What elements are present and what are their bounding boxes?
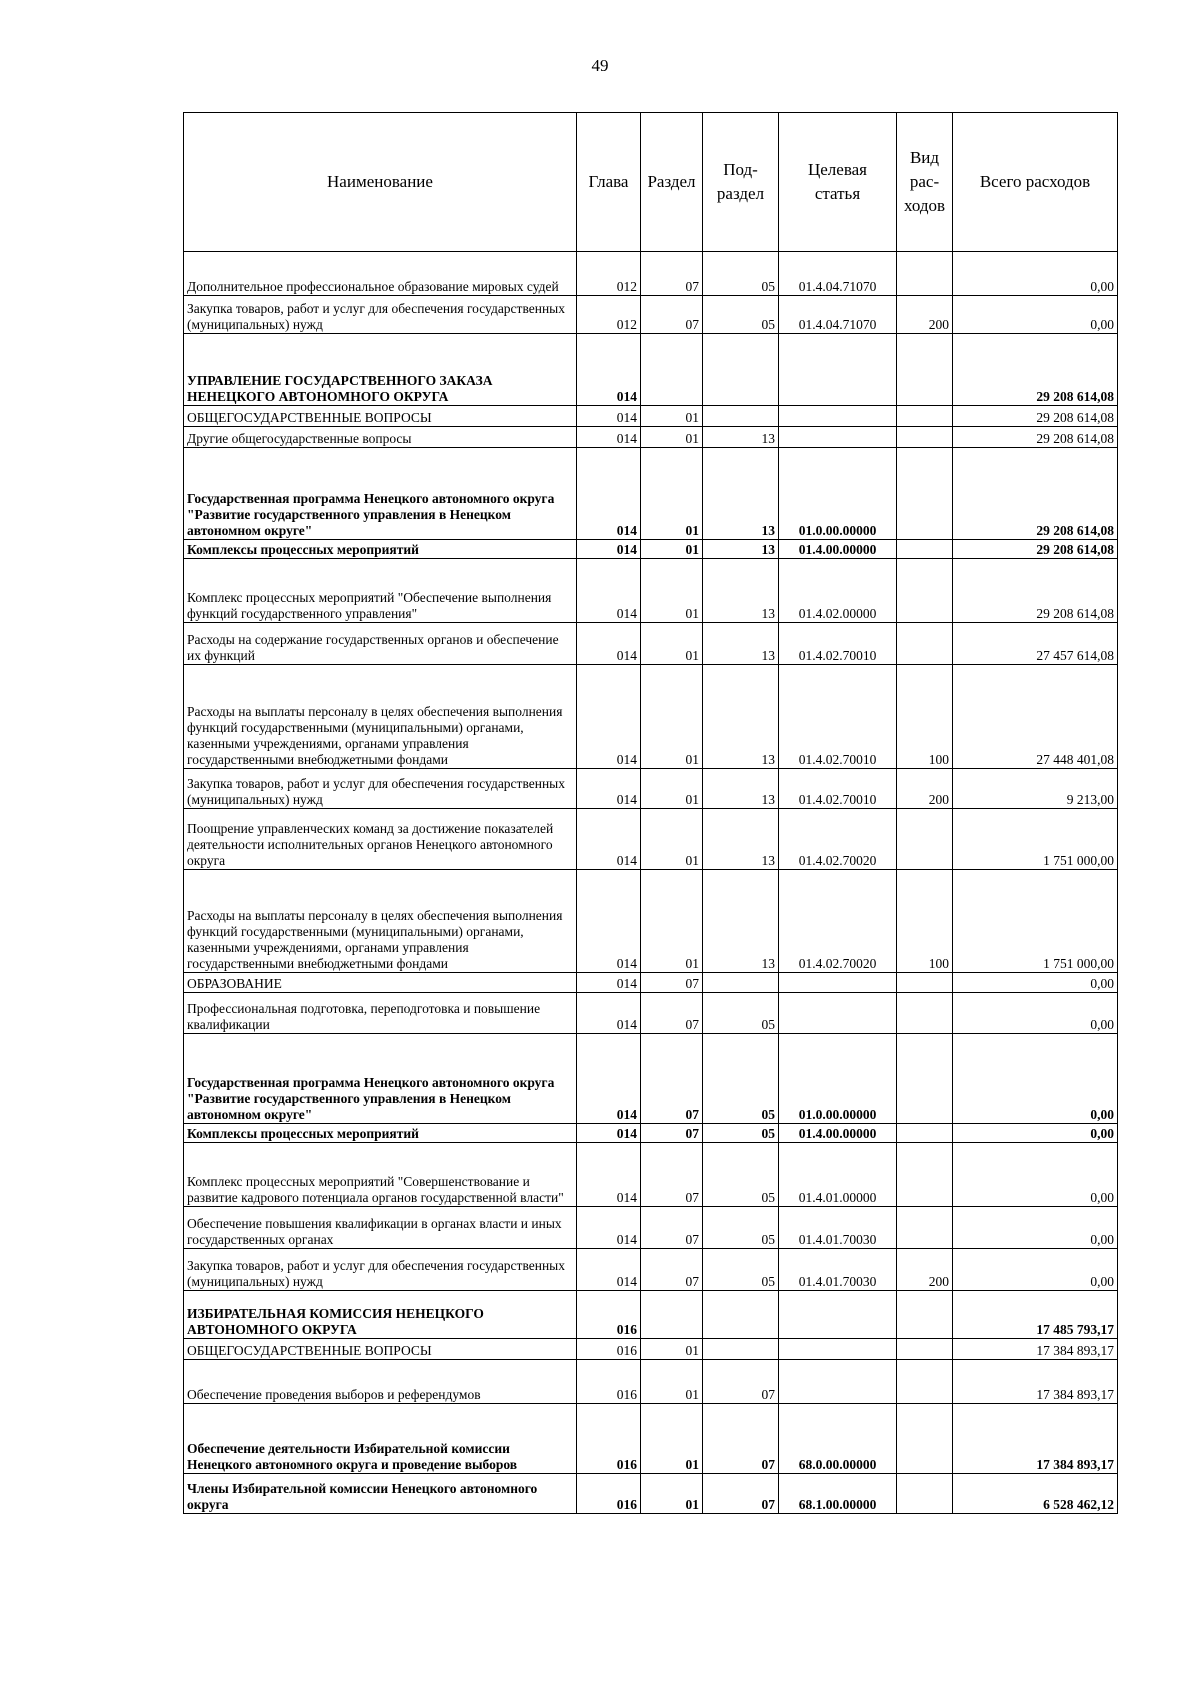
row-name: Закупка товаров, работ и услуг для обеспечения государственных (муниципальных) нужд (184, 296, 577, 334)
row-section: 01 (641, 1404, 703, 1474)
table-row (184, 1291, 1118, 1339)
row-subsection: 13 (703, 870, 779, 973)
row-section: 07 (641, 1249, 703, 1291)
row-chapter: 014 (577, 334, 641, 406)
row-subsection: 13 (703, 665, 779, 769)
row-total: 29 208 614,08 (953, 427, 1118, 448)
row-expense-type (897, 1404, 953, 1474)
row-name: Комплекс процессных мероприятий "Обеспечение выполнения функций государственного управления" (184, 559, 577, 623)
row-expense-type (897, 993, 953, 1034)
row-target-article: 01.4.01.70030 (779, 1249, 897, 1291)
row-section: 01 (641, 427, 703, 448)
row-target-article (779, 973, 897, 993)
row-section: 01 (641, 1360, 703, 1404)
row-expense-type (897, 1124, 953, 1143)
row-section: 07 (641, 296, 703, 334)
row-total: 29 208 614,08 (953, 334, 1118, 406)
row-target-article: 01.4.02.70020 (779, 809, 897, 870)
table-row (184, 623, 1118, 665)
row-expense-type (897, 252, 953, 296)
row-section: 01 (641, 1474, 703, 1514)
row-subsection (703, 1291, 779, 1339)
row-subsection: 07 (703, 1404, 779, 1474)
table-row (184, 1249, 1118, 1291)
row-name: Комплексы процессных мероприятий (184, 540, 577, 559)
row-chapter: 014 (577, 1143, 641, 1207)
row-total: 17 485 793,17 (953, 1291, 1118, 1339)
row-name: Комплекс процессных мероприятий "Совершенствование и развитие кадрового потенциала органов государственной власти" (184, 1143, 577, 1207)
table-body (184, 252, 1118, 1514)
row-chapter: 014 (577, 448, 641, 540)
table-row (184, 1339, 1118, 1360)
row-total: 0,00 (953, 993, 1118, 1034)
table-row (184, 1360, 1118, 1404)
table-row (184, 448, 1118, 540)
row-target-article (779, 1339, 897, 1360)
row-chapter: 014 (577, 1207, 641, 1249)
row-subsection (703, 1339, 779, 1360)
row-name: Дополнительное профессиональное образование мировых судей (184, 252, 577, 296)
row-chapter: 014 (577, 559, 641, 623)
row-expense-type: 200 (897, 296, 953, 334)
row-name: Члены Избирательной комиссии Ненецкого автономного округа (184, 1474, 577, 1514)
row-subsection: 13 (703, 809, 779, 870)
row-subsection: 05 (703, 1249, 779, 1291)
header-subsection: Под- раздел (703, 113, 779, 252)
table-row (184, 809, 1118, 870)
row-target-article: 01.4.02.70010 (779, 769, 897, 809)
row-total: 9 213,00 (953, 769, 1118, 809)
row-target-article: 01.4.00.00000 (779, 1124, 897, 1143)
row-total: 17 384 893,17 (953, 1404, 1118, 1474)
row-chapter: 012 (577, 252, 641, 296)
row-subsection: 05 (703, 296, 779, 334)
row-target-article (779, 406, 897, 427)
row-name: Расходы на выплаты персоналу в целях обеспечения выполнения функций государственными (муниципальными) органами, казенными учреждениями, органами управления государственными внебюджетными фондами (184, 665, 577, 769)
row-target-article: 01.4.04.71070 (779, 296, 897, 334)
row-subsection: 13 (703, 623, 779, 665)
row-section: 01 (641, 540, 703, 559)
row-total: 1 751 000,00 (953, 809, 1118, 870)
row-name: Обеспечение деятельности Избирательной комиссии Ненецкого автономного округа и проведение выборов (184, 1404, 577, 1474)
row-name: Расходы на выплаты персоналу в целях обеспечения выполнения функций государственными (муниципальными) органами, казенными учреждениями, органами управления государственными внебюджетными фондами (184, 870, 577, 973)
row-chapter: 014 (577, 540, 641, 559)
row-section: 01 (641, 406, 703, 427)
row-section: 01 (641, 809, 703, 870)
row-expense-type (897, 559, 953, 623)
row-chapter: 016 (577, 1291, 641, 1339)
row-expense-type (897, 448, 953, 540)
row-expense-type (897, 1034, 953, 1124)
row-expense-type (897, 540, 953, 559)
row-target-article: 01.4.02.70010 (779, 623, 897, 665)
table-row (184, 252, 1118, 296)
table-row (184, 769, 1118, 809)
row-total: 27 448 401,08 (953, 665, 1118, 769)
row-section: 01 (641, 769, 703, 809)
row-target-article: 01.0.00.00000 (779, 1034, 897, 1124)
table-row (184, 540, 1118, 559)
row-chapter: 014 (577, 1124, 641, 1143)
table-row (184, 559, 1118, 623)
row-name: Государственная программа Ненецкого автономного округа "Развитие государственного управления в Ненецком автономном округе" (184, 1034, 577, 1124)
row-chapter: 014 (577, 427, 641, 448)
row-name: ОБРАЗОВАНИЕ (184, 973, 577, 993)
row-target-article: 01.4.00.00000 (779, 540, 897, 559)
row-total: 0,00 (953, 1249, 1118, 1291)
row-subsection: 07 (703, 1360, 779, 1404)
row-subsection: 13 (703, 769, 779, 809)
row-section: 01 (641, 448, 703, 540)
row-target-article: 68.0.00.00000 (779, 1404, 897, 1474)
row-name: Закупка товаров, работ и услуг для обеспечения государственных (муниципальных) нужд (184, 1249, 577, 1291)
row-section: 01 (641, 665, 703, 769)
table-row (184, 665, 1118, 769)
row-chapter: 014 (577, 870, 641, 973)
row-expense-type: 200 (897, 1249, 953, 1291)
row-section: 07 (641, 1034, 703, 1124)
row-target-article (779, 334, 897, 406)
row-subsection (703, 973, 779, 993)
table-row (184, 1124, 1118, 1143)
row-chapter: 014 (577, 406, 641, 427)
row-section (641, 334, 703, 406)
row-name: Профессиональная подготовка, переподготовка и повышение квалификации (184, 993, 577, 1034)
row-expense-type (897, 623, 953, 665)
table-row (184, 1207, 1118, 1249)
row-name: Другие общегосударственные вопросы (184, 427, 577, 448)
table-row (184, 406, 1118, 427)
row-chapter: 014 (577, 665, 641, 769)
row-name: Расходы на содержание государственных органов и обеспечение их функций (184, 623, 577, 665)
row-section: 01 (641, 1339, 703, 1360)
row-name: ОБЩЕГОСУДАРСТВЕННЫЕ ВОПРОСЫ (184, 406, 577, 427)
row-subsection: 05 (703, 252, 779, 296)
header-target: Целевая статья (779, 113, 897, 252)
row-total: 0,00 (953, 1124, 1118, 1143)
row-expense-type: 100 (897, 870, 953, 973)
row-subsection: 05 (703, 993, 779, 1034)
table-row (184, 334, 1118, 406)
row-section: 01 (641, 559, 703, 623)
row-expense-type (897, 1339, 953, 1360)
row-expense-type (897, 1143, 953, 1207)
table-row (184, 427, 1118, 448)
row-chapter: 014 (577, 623, 641, 665)
row-chapter: 016 (577, 1474, 641, 1514)
header-total: Всего расходов (953, 113, 1118, 252)
row-total: 0,00 (953, 1034, 1118, 1124)
row-section: 01 (641, 870, 703, 973)
header-type: Вид рас- ходов (897, 113, 953, 252)
header-section: Раздел (641, 113, 703, 252)
row-target-article (779, 993, 897, 1034)
row-total: 29 208 614,08 (953, 406, 1118, 427)
row-subsection: 13 (703, 448, 779, 540)
row-expense-type (897, 334, 953, 406)
row-target-article: 01.4.04.71070 (779, 252, 897, 296)
table-row (184, 1143, 1118, 1207)
table-row (184, 1034, 1118, 1124)
row-section: 01 (641, 623, 703, 665)
row-expense-type (897, 1207, 953, 1249)
row-name: Обеспечение повышения квалификации в органах власти и иных государственных органах (184, 1207, 577, 1249)
row-chapter: 016 (577, 1339, 641, 1360)
table-header-row (184, 113, 1118, 252)
row-chapter: 014 (577, 809, 641, 870)
row-expense-type: 200 (897, 769, 953, 809)
row-target-article: 01.4.01.70030 (779, 1207, 897, 1249)
row-target-article: 68.1.00.00000 (779, 1474, 897, 1514)
table-row (184, 973, 1118, 993)
row-subsection: 07 (703, 1474, 779, 1514)
row-section: 07 (641, 973, 703, 993)
table-row (184, 1474, 1118, 1514)
row-target-article (779, 427, 897, 448)
budget-table (183, 112, 1118, 1514)
row-total: 29 208 614,08 (953, 559, 1118, 623)
row-subsection: 05 (703, 1143, 779, 1207)
table-row (184, 1404, 1118, 1474)
row-total: 0,00 (953, 1143, 1118, 1207)
row-target-article: 01.0.00.00000 (779, 448, 897, 540)
row-target-article (779, 1360, 897, 1404)
row-chapter: 014 (577, 1034, 641, 1124)
table-row (184, 296, 1118, 334)
row-subsection: 05 (703, 1124, 779, 1143)
row-name: ОБЩЕГОСУДАРСТВЕННЫЕ ВОПРОСЫ (184, 1339, 577, 1360)
header-chapter: Глава (577, 113, 641, 252)
row-expense-type: 100 (897, 665, 953, 769)
row-chapter: 016 (577, 1360, 641, 1404)
row-expense-type (897, 406, 953, 427)
row-target-article: 01.4.02.70020 (779, 870, 897, 973)
row-chapter: 014 (577, 1249, 641, 1291)
row-section: 07 (641, 1124, 703, 1143)
row-chapter: 014 (577, 973, 641, 993)
row-chapter: 014 (577, 993, 641, 1034)
row-target-article (779, 1291, 897, 1339)
header-name: Наименование (184, 113, 577, 252)
row-expense-type (897, 973, 953, 993)
row-section: 07 (641, 1143, 703, 1207)
row-target-article: 01.4.01.00000 (779, 1143, 897, 1207)
row-total: 29 208 614,08 (953, 448, 1118, 540)
row-total: 0,00 (953, 1207, 1118, 1249)
row-total: 0,00 (953, 296, 1118, 334)
page-number: 49 (591, 56, 609, 75)
row-expense-type (897, 809, 953, 870)
row-target-article: 01.4.02.70010 (779, 665, 897, 769)
row-total: 0,00 (953, 973, 1118, 993)
row-name: Государственная программа Ненецкого автономного округа "Развитие государственного управления в Ненецком автономном округе" (184, 448, 577, 540)
row-total: 17 384 893,17 (953, 1339, 1118, 1360)
row-subsection (703, 334, 779, 406)
row-total: 29 208 614,08 (953, 540, 1118, 559)
row-total: 1 751 000,00 (953, 870, 1118, 973)
table-row (184, 870, 1118, 973)
row-total: 17 384 893,17 (953, 1360, 1118, 1404)
row-subsection (703, 406, 779, 427)
row-name: ИЗБИРАТЕЛЬНАЯ КОМИССИЯ НЕНЕЦКОГО АВТОНОМНОГО ОКРУГА (184, 1291, 577, 1339)
row-subsection: 13 (703, 559, 779, 623)
row-subsection: 05 (703, 1034, 779, 1124)
row-subsection: 05 (703, 1207, 779, 1249)
row-total: 6 528 462,12 (953, 1474, 1118, 1514)
row-target-article: 01.4.02.00000 (779, 559, 897, 623)
row-total: 27 457 614,08 (953, 623, 1118, 665)
row-expense-type (897, 1291, 953, 1339)
row-expense-type (897, 1360, 953, 1404)
row-section: 07 (641, 993, 703, 1034)
row-subsection: 13 (703, 540, 779, 559)
row-name: Закупка товаров, работ и услуг для обеспечения государственных (муниципальных) нужд (184, 769, 577, 809)
row-chapter: 014 (577, 769, 641, 809)
row-name: Обеспечение проведения выборов и референдумов (184, 1360, 577, 1404)
row-section: 07 (641, 1207, 703, 1249)
row-chapter: 016 (577, 1404, 641, 1474)
row-section: 07 (641, 252, 703, 296)
row-name: Комплексы процессных мероприятий (184, 1124, 577, 1143)
row-total: 0,00 (953, 252, 1118, 296)
row-expense-type (897, 1474, 953, 1514)
row-chapter: 012 (577, 296, 641, 334)
row-expense-type (897, 427, 953, 448)
row-subsection: 13 (703, 427, 779, 448)
table-row (184, 993, 1118, 1034)
row-section (641, 1291, 703, 1339)
row-name: Поощрение управленческих команд за достижение показателей деятельности исполнительных органов Ненецкого автономного округа (184, 809, 577, 870)
row-name: УПРАВЛЕНИЕ ГОСУДАРСТВЕННОГО ЗАКАЗА НЕНЕЦКОГО АВТОНОМНОГО ОКРУГА (184, 334, 577, 406)
